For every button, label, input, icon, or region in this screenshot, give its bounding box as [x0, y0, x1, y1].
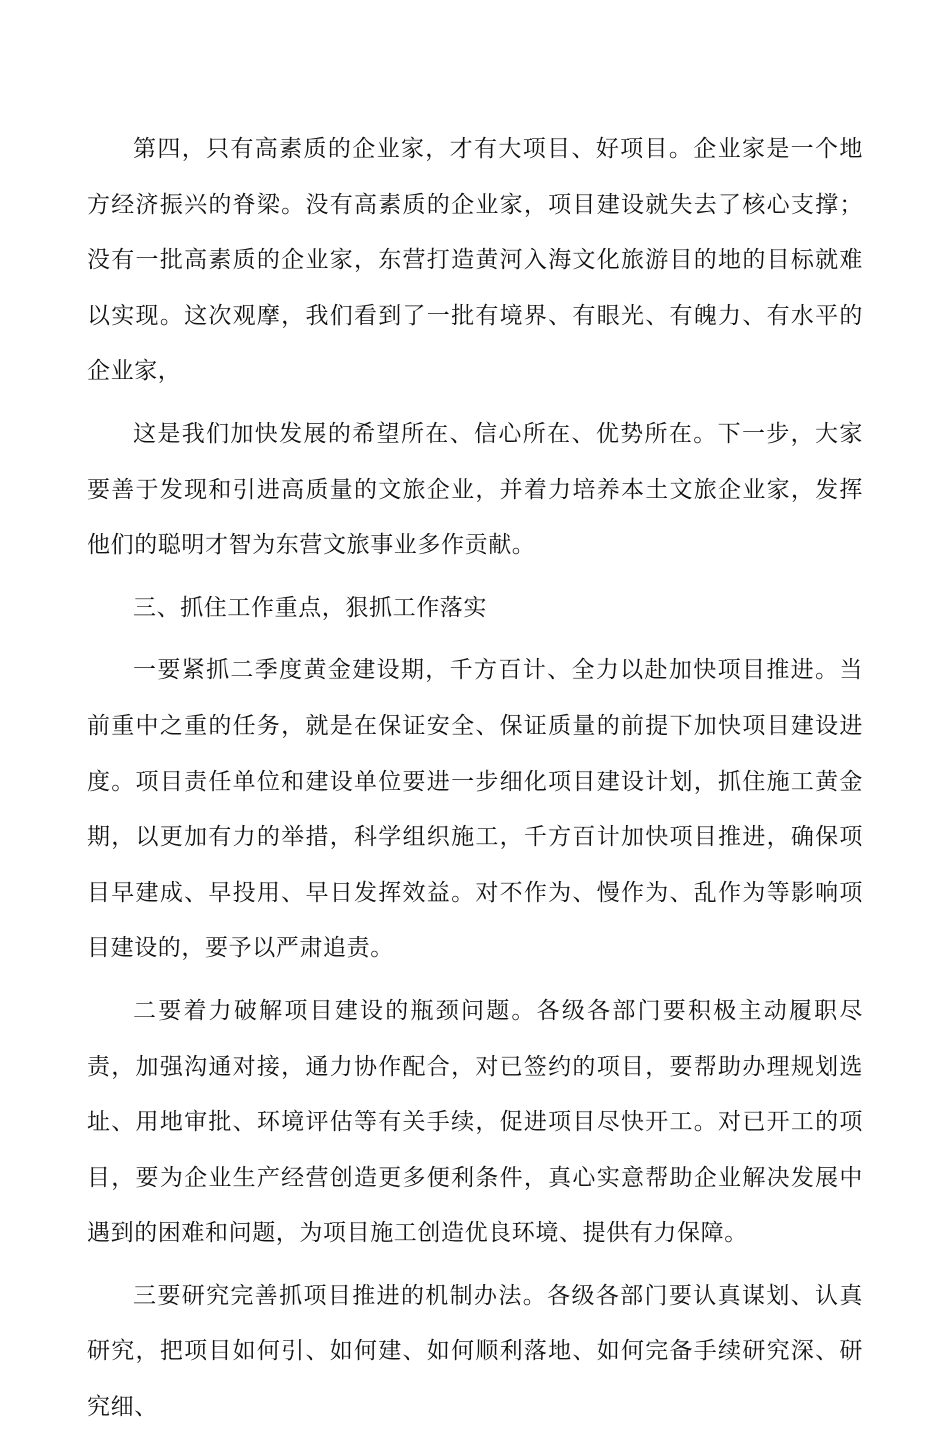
section-heading-three: 三、抓住工作重点，狠抓工作落实 — [133, 594, 487, 621]
paragraph-third-requirement: 三要研究完善抓项目推进的机制办法。各级各部门要认真谋划、认真研究，把项目如何引、如何建、如何顺利落地、如何完备手续研究深、研究细、 — [87, 1282, 863, 1421]
document-page — [87, 122, 863, 1443]
paragraph-second-requirement: 二要着力破解项目建设的瓶颈问题。各级各部门要积极主动履职尽责，加强沟通对接，通力协作配合，对已签约的项目，要帮助办理规划选址、用地审批、环境评估等有关手续，促进项目尽快开工。对已开工的项目，要为企业生产经营创造更多便利条件，真心实意帮助企业解决发展中遇到的困难和问题，为项目施工创造优良环境、提供有力保障。 — [87, 997, 863, 1247]
paragraph-hope-confidence: 这是我们加快发展的希望所在、信心所在、优势所在。下一步，大家要善于发现和引进高质量的文旅企业，并着力培养本土文旅企业家，发挥他们的聪明才智为东营文旅事业多作贡献。 — [87, 420, 863, 559]
paragraph-first-requirement: 一要紧抓二季度黄金建设期，千方百计、全力以赴加快项目推进。当前重中之重的任务，就是在保证安全、保证质量的前提下加快项目建设进度。项目责任单位和建设单位要进一步细化项目建设计划，抓住施工黄金期，以更加有力的举措，科学组织施工，千方百计加快项目推进，确保项目早建成、早投用、早日发挥效益。对不作为、慢作为、乱作为等影响项目建设的，要予以严肃追责。 — [87, 657, 863, 962]
paragraph-fourth-point: 第四，只有高素质的企业家，才有大项目、好项目。企业家是一个地方经济振兴的脊梁。没有高素质的企业家，项目建设就失去了核心支撑；没有一批高素质的企业家，东营打造黄河入海文化旅游目的地的目标就难以实现。这次观摩，我们看到了一批有境界、有眼光、有魄力、有水平的企业家， — [87, 136, 863, 385]
